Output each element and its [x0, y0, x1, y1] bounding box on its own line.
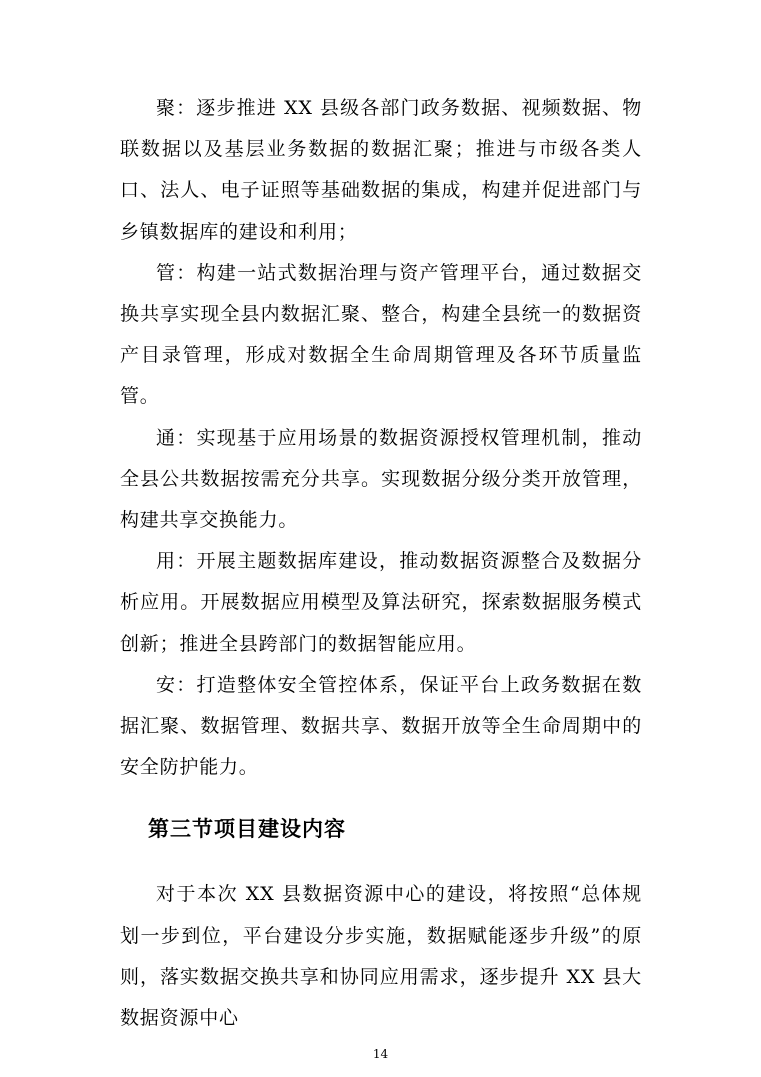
paragraph-project-content: 对于本次 XX 县数据资源中心的建设，将按照“总体规划一步到位，平台建设分步实施，数据赋能逐步升级”的原则，落实数据交换共享和协同应用需求，逐步提升 XX 县大数据资源中心 [120, 883, 642, 1030]
paragraph-an: 安：打造整体安全管控体系，保证平台上政务数据在数据汇聚、数据管理、数据共享、数据开放等全生命周期中的安全防护能力。 [120, 673, 642, 779]
page-content [120, 88, 642, 1039]
paragraph-yong: 用：开展主题数据库建设，推动数据资源整合及数据分析应用。开展数据应用模型及算法研究，探索数据服务模式创新；推进全县跨部门的数据智能应用。 [120, 550, 642, 655]
paragraph-ju: 聚：逐步推进 XX 县级各部门政务数据、视频数据、物联数据以及基层业务数据的数据汇聚；推进与市级各类人口、法人、电子证照等基础数据的集成，构建并促进部门与乡镇数据库的建设和利用； [120, 97, 642, 243]
paragraph-guan: 管：构建一站式数据治理与资产管理平台，通过数据交换共享实现全县内数据汇聚、整合，构建全县统一的数据资产目录管理，形成对数据全生命周期管理及各环节质量监管。 [120, 261, 642, 408]
section-heading: 第三节项目建设内容 [148, 816, 346, 842]
page-number: 14 [372, 1047, 389, 1061]
paragraph-tong: 通：实现基于应用场景的数据资源授权管理机制，推动全县公共数据按需充分共享。实现数据分级分类开放管理，构建共享交换能力。 [120, 426, 642, 532]
